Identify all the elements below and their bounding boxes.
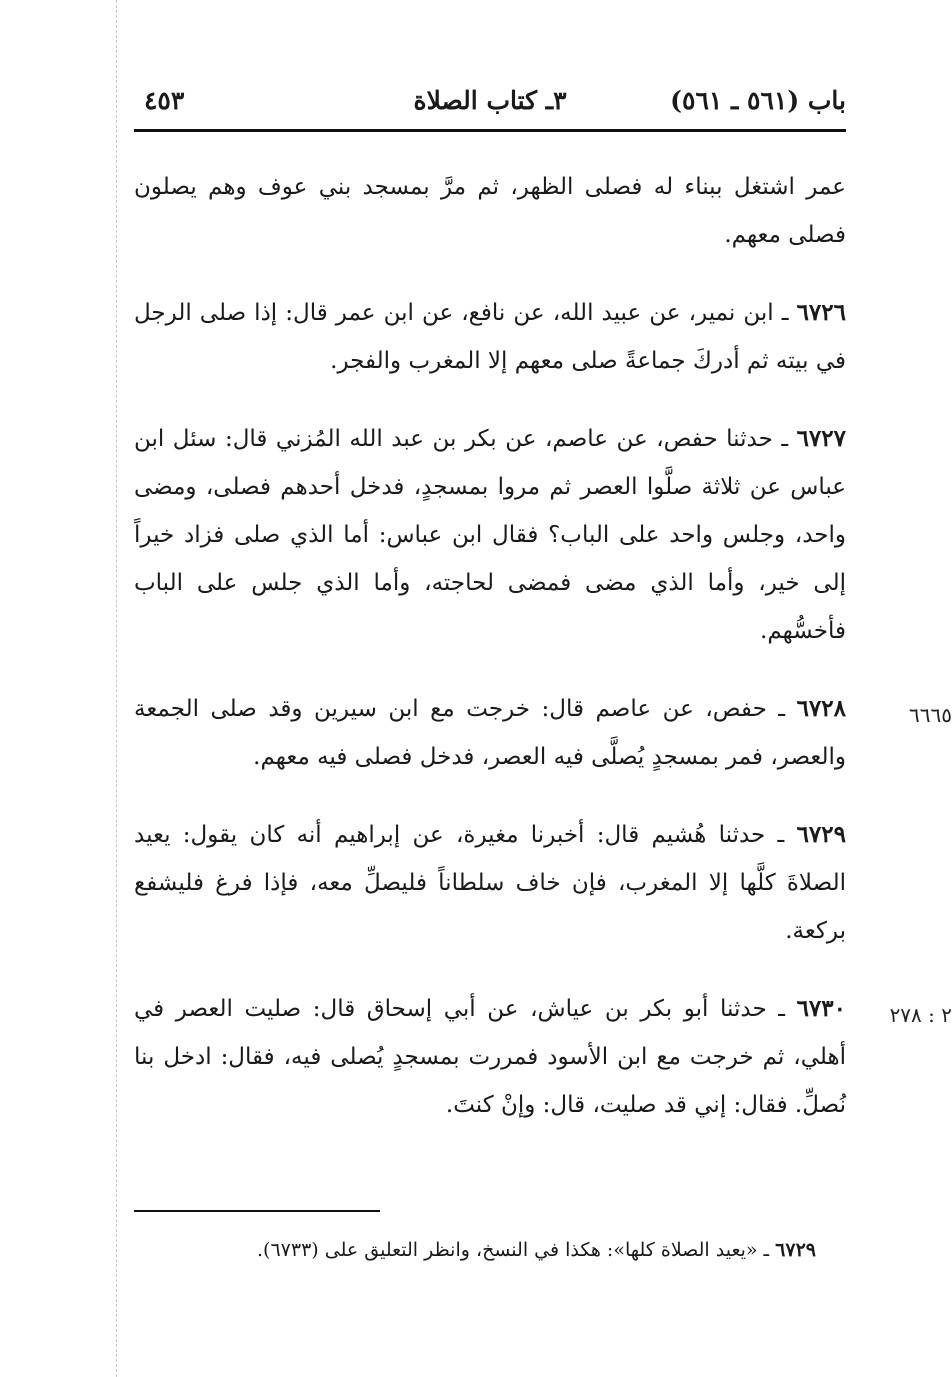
hadith-number: ٦٧٢٩ [796, 821, 846, 848]
footnote-text: ـ «يعيد الصلاة كلها»: هكذا في النسخ، وانظر التعليق على (٦٧٣٣). [257, 1239, 776, 1261]
footnote-rule [134, 1210, 380, 1212]
hadith-text: ـ حدثنا هُشيم قال: أخبرنا مغيرة، عن إبراهيم أنه كان يقول: يعيد الصلاةَ كلَّها إلا المغرب، فإن خاف سلطاناً فليصلِّ معه، فإذا فرغ فليشفع بركعة. [134, 822, 846, 944]
footnote-number: ٦٧٢٩ [775, 1239, 816, 1261]
margin-reference: ٦٦٦٥ [909, 703, 952, 727]
hadith-number: ٦٧٢٦ [796, 299, 846, 326]
hadith-6729 [134, 811, 846, 955]
chapter-heading: باب (٥٦١ ـ ٥٦١) [670, 86, 846, 115]
running-header [134, 86, 846, 126]
hadith-6730 [134, 985, 952, 1129]
hadith-text: ـ حدثنا أبو بكر بن عياش، عن أبي إسحاق قال: صليت العصر في أهلي، ثم خرجت مع ابن الأسود فمررت بمسجدٍ يُصلى فيه، فقال: ادخل بنا نُصلِّ. فقال: إني قد صليت، قال: وإنْ كنتَ. [134, 996, 846, 1118]
hadith-text: ـ حدثنا حفص، عن عاصم، عن بكر بن عبد الله المُزني قال: سئل ابن عباس عن ثلاثة صلَّوا العصر ثم مروا بمسجدٍ، فدخل أحدهم فصلى، ومضى واحد، وجلس واحد على الباب؟ فقال ابن عباس: أما الذي صلى فزاد خيراً إلى خير، وأما الذي مضى فمضى لحاجته، وأما الذي جلس على الباب فأخسُّهم. [134, 426, 846, 644]
paragraph-text: عمر اشتغل ببناء له فصلى الظهر، ثم مرَّ بمسجد بني عوف وهم يصلون فصلى معهم. [134, 174, 846, 248]
hadith-6726 [134, 289, 846, 385]
hadith-6728 [134, 685, 952, 781]
hadith-number: ٦٧٢٧ [796, 425, 846, 452]
book-heading: ٣ـ كتاب الصلاة [413, 86, 567, 115]
footnote [134, 1233, 846, 1267]
main-text [134, 163, 952, 1159]
hadith-number: ٦٧٢٨ [796, 695, 846, 722]
hadith-6727 [134, 415, 846, 655]
hadith-number: ٦٧٣٠ [796, 995, 846, 1022]
hadith-text: ـ حفص، عن عاصم قال: خرجت مع ابن سيرين وقد صلى الجمعة والعصر، فمر بمسجدٍ يُصلَّى فيه العصر، فدخل فصلى فيه معهم. [134, 696, 846, 770]
scan-edge-line [116, 0, 117, 1377]
page-number: ٤٥٣ [144, 86, 185, 115]
paragraph-continuation [134, 163, 846, 259]
header-rule [134, 129, 846, 132]
hadith-text: ـ ابن نمير، عن عبيد الله، عن نافع، عن ابن عمر قال: إذا صلى الرجل في بيته ثم أدركَ جماعةً صلى معهم إلا المغرب والفجر. [134, 300, 846, 374]
margin-reference: ٢ : ٢٧٨ [889, 1003, 952, 1027]
book-page [134, 0, 952, 1377]
